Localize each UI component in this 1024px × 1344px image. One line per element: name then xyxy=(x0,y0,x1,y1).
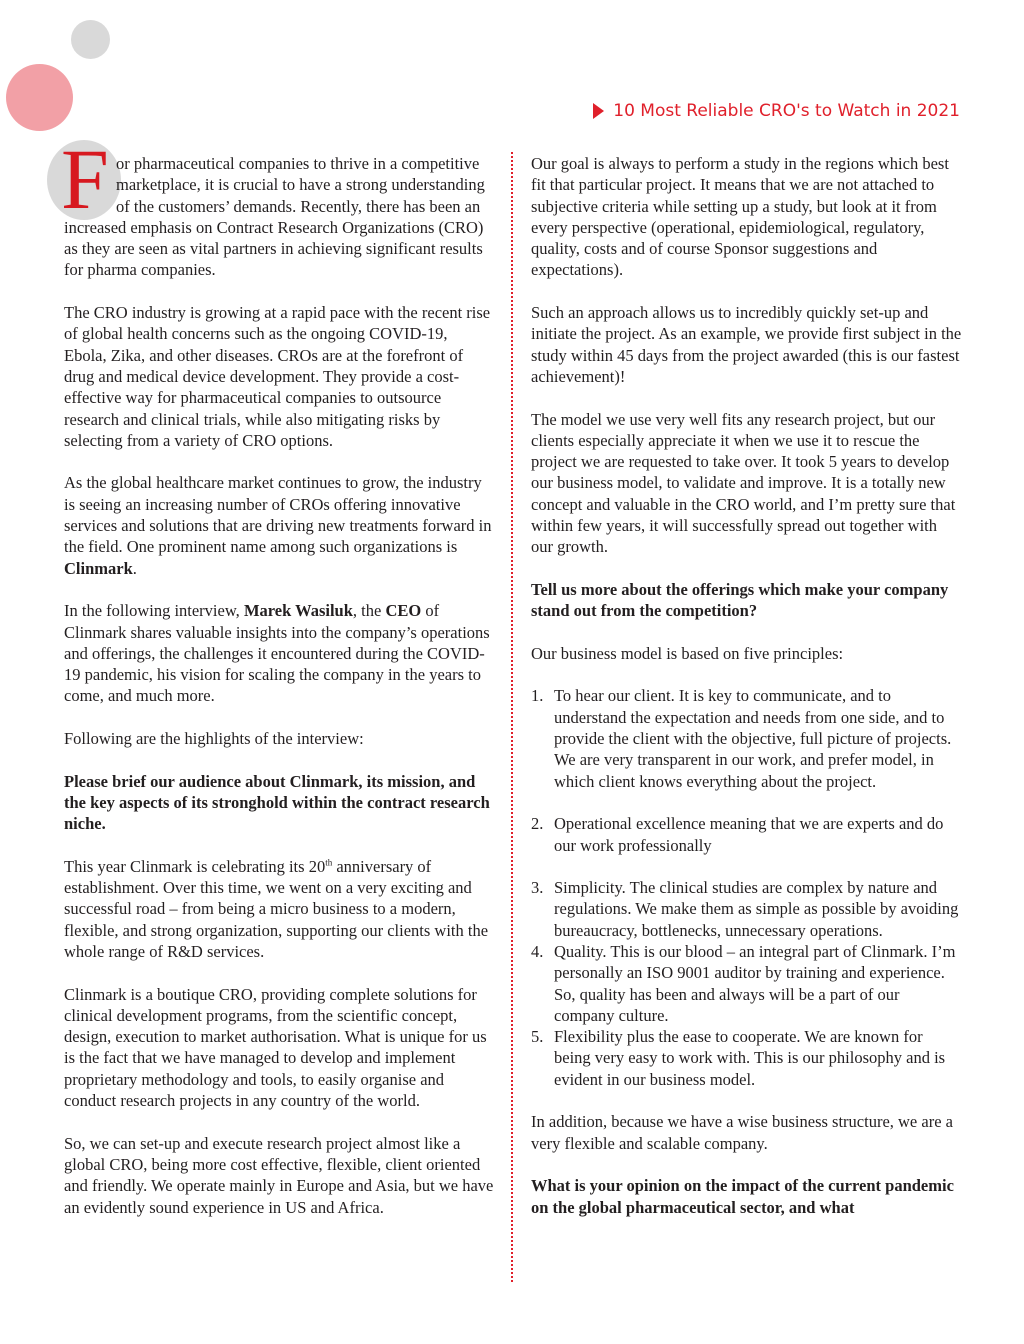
list-item: 4. Quality. This is our blood – an integral part of Clinmark. I’m personally an ISO 9001 auditor by training and experience. So, quality has been and always will be a part of our company culture. xyxy=(531,941,956,1025)
dropcap-letter: F xyxy=(61,131,109,227)
interviewee-name: Marek Wasiluk xyxy=(243,601,353,621)
interviewee-title: CEO xyxy=(385,601,422,621)
left-column xyxy=(64,153,494,1239)
paragraph: Such an approach allows us to incredibly quickly set-up and initiate the project. As an example, we provide first subject in the study within 45 days from the project awarded (this is our fastest achievement)! xyxy=(531,303,962,386)
paragraph: Clinmark is a boutique CRO, providing complete solutions for clinical development programs, from the scientific concept, design, execution to market authorisation. What is unique for us is the fact that we have managed to develop and implement proprietary methodology and tools, to easily organise and conduct research projects in any country of the world. xyxy=(64,984,487,1111)
company-name: Clinmark xyxy=(64,558,133,578)
paragraph: In addition, because we have a wise business structure, we are a very flexible and scalable company. xyxy=(531,1112,953,1153)
list-item: 5. Flexibility plus the ease to cooperate. We are known for being very easy to work with. This is our philosophy and is evident in our business model. xyxy=(531,1027,946,1089)
interview-question: Tell us more about the offerings which make your company stand out from the competition? xyxy=(531,579,949,621)
triangle-arrow-icon xyxy=(593,103,604,119)
page-header xyxy=(593,101,960,121)
interview-question: What is your opinion on the impact of the current pandemic on the global pharmaceutical sector, and what xyxy=(531,1176,954,1217)
paragraph: As the global healthcare market continues to grow, the industry is seeing an increasing number of CROs offering innovative services and solutions that are driving new treatments forward in the field. One prominent name among such organizations is Clinmark. xyxy=(64,473,492,578)
paragraph: The model we use very well fits any research project, but our clients especially appreciate it when we use it to rescue the project we are requested to take over. It took 5 years to develop our business model, to validate and improve. It is a totally new concept and valuable in the CRO world, and I’m pretty sure that within few years, it will successfully spread out together with our growth. xyxy=(531,409,956,557)
column-divider xyxy=(511,152,513,1282)
interview-question: Please brief our audience about Clinmark, its mission, and the key aspects of its stronghold within the contract research niche. xyxy=(64,771,490,834)
intro-paragraph: or pharmaceutical companies to thrive in a competitive marketplace, it is crucial to have a strong understanding of the customers’ demands. Recently, there has been an increased emphasis on Contract Research Organizations (CRO) as they are seen as vital partners in achieving significant results for pharma companies. xyxy=(64,154,485,280)
decorative-pink-circle xyxy=(6,64,73,131)
paragraph: The CRO industry is growing at a rapid pace with the recent rise of global health concerns such as the ongoing COVID-19, Ebola, Zika, and other diseases. CROs are at the forefront of drug and medical device development. They provide a cost-effective way for pharmaceutical companies to outsource research and clinical trials, while also mitigating risks by selecting from a variety of CRO options. xyxy=(64,303,491,450)
list-item: 1. To hear our client. It is key to communicate, and to understand the expectation and needs from one side, and to provide the client with the objective, full picture of projects. We are very transparent in our work, and prefer model, in which client knows everything about the project. xyxy=(531,686,952,791)
list-item: 3. Simplicity. The clinical studies are complex by nature and regulations. We make them as simple as possible by avoiding bureaucracy, bottlenecks, unnecessary operations. xyxy=(531,878,959,940)
paragraph: This year Clinmark is celebrating its 20th anniversary of establishment. Over this time, we went on a very exciting and successful road – from being a micro business to a modern, flexible, and strong organization, supporting our clients with the whole range of R&D services. xyxy=(64,856,489,961)
paragraph: So, we can set-up and execute research project almost like a global CRO, being more cost effective, flexible, client oriented and friendly. We operate mainly in Europe and Asia, but we have an evidently sound experience in US and Africa. xyxy=(64,1133,494,1217)
paragraph: In the following interview, Marek Wasiluk, the CEO of Clinmark shares valuable insights into the company’s operations and offerings, the challenges it encountered during the COVID-19 pandemic, his vision for scaling the company in the years to come, and much more. xyxy=(64,601,490,706)
paragraph: Our goal is always to perform a study in the regions which best fit that particular project. It means that we are not attached to subjective criteria while setting up a study, but look at it from every perspective (operational, epidemiological, regulatory, quality, costs and of course Sponsor suggestions and expectations). xyxy=(531,154,949,280)
list-item: 2. Operational excellence meaning that we are experts and do our work professionally xyxy=(531,814,944,855)
paragraph: Following are the highlights of the interview: xyxy=(64,729,364,749)
header-title: 10 Most Reliable CRO's to Watch in 2021 xyxy=(613,101,960,121)
paragraph: Our business model is based on five principles: xyxy=(531,643,844,663)
right-column xyxy=(531,153,963,1239)
decorative-grey-circle xyxy=(71,20,110,59)
principles-list xyxy=(531,685,963,1090)
